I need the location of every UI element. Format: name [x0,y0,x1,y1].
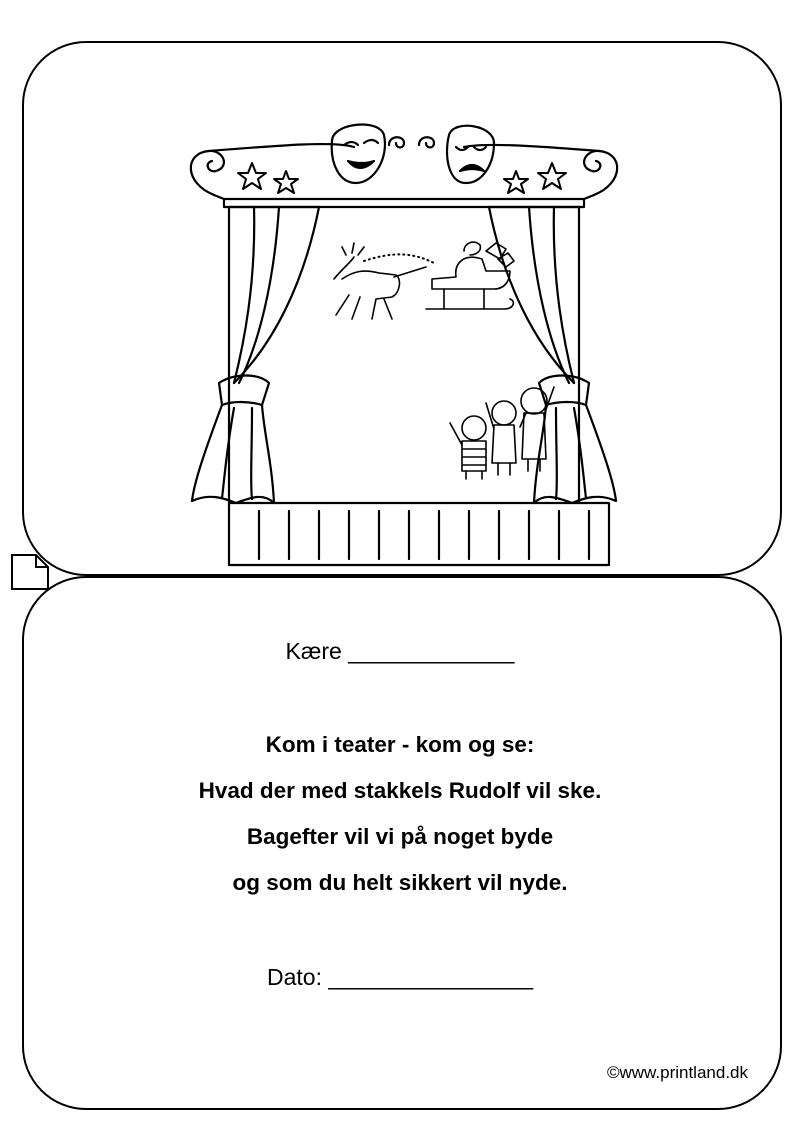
poem-line-1: Kom i teater - kom og se: [265,732,535,757]
greeting-line: Kære _____________ [285,638,515,664]
reindeer-icon [334,243,426,319]
comedy-mask-icon [332,125,385,183]
invitation-poem [0,730,800,914]
stage-base [229,503,609,565]
card-front-panel [22,41,782,576]
sparkle-trail [364,254,434,263]
poem-line-3: Bagefter vil vi på noget byde [246,824,554,849]
poem-line-4: og som du helt sikkert vil nyde. [232,870,568,895]
star-icon [238,163,566,193]
curtain-icon [192,207,319,503]
curtain-icon [489,207,616,503]
poem-line-2: Hvad der med stakkels Rudolf vil ske. [198,778,602,803]
puppet-theater-illustration [164,83,634,568]
copyright-notice: ©www.printland.dk [606,1063,748,1082]
page-fold-icon [10,553,50,591]
date-field-line: Dato: ________________ [266,964,534,990]
tragedy-mask-icon [447,126,494,183]
